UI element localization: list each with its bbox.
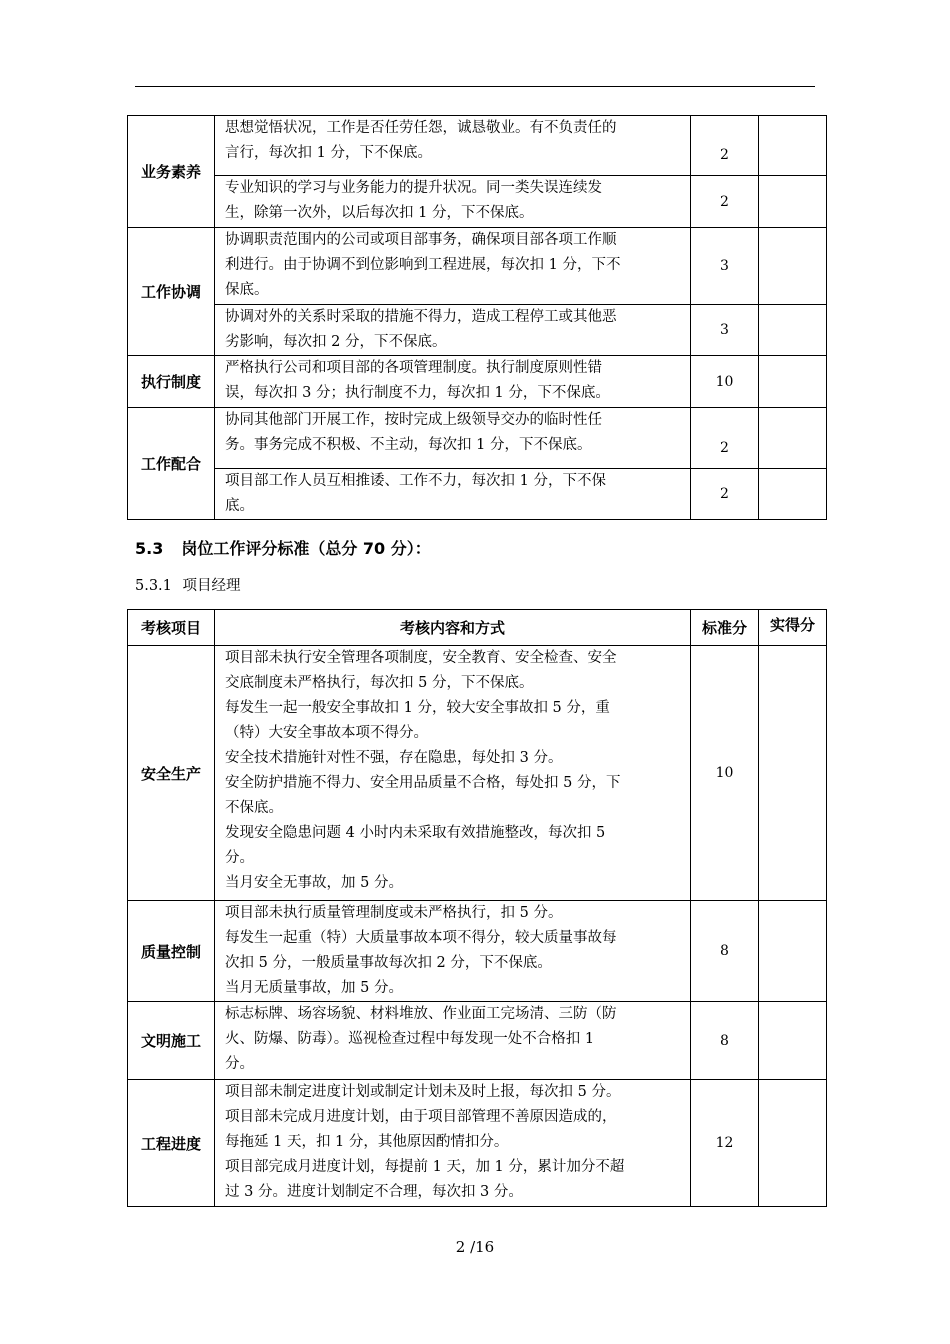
criteria-line: 务。事务完成不积极、不主动，每次扣 1 分，下不保底。 (225, 437, 592, 453)
criteria-line: 生，除第一次外，以后每次扣 1 分，下不保底。 (225, 205, 534, 221)
criteria-line: 不保底。 (225, 800, 283, 816)
section-heading (135, 536, 431, 559)
section-title: 岗位工作评分标准（总分 70 分）： (181, 539, 431, 558)
standard-score-cell: 8 (691, 901, 759, 1002)
category-cell: 执行制度 (128, 356, 215, 408)
criteria-line: 过 3 分。进度计划制定不合理，每次扣 3 分。 (225, 1184, 523, 1200)
actual-score-cell (759, 116, 827, 176)
criteria-line: 火、防爆、防毒）。巡视检查过程中每发现一处不合格扣 1 (225, 1031, 595, 1047)
criteria-line: 项目部未完成月进度计划，由于项目部管理不善原因造成的， (225, 1109, 617, 1125)
criteria-cell (215, 646, 691, 901)
criteria-line: 每发生一起重（特）大质量事故本项不得分，较大质量事故每 (225, 930, 617, 946)
criteria-cell (215, 901, 691, 1002)
criteria-line: 次扣 5 分，一般质量事故每次扣 2 分，下不保底。 (225, 955, 552, 971)
standard-score-cell: 2 (691, 408, 759, 469)
criteria-line: 项目部未执行质量管理制度或未严格执行，扣 5 分。 (225, 905, 563, 921)
table-header-row (128, 610, 827, 646)
criteria-line: 项目部完成月进度计划，每提前 1 天，加 1 分，累计加分不超 (225, 1159, 625, 1175)
criteria-line: 安全技术措施针对性不强，存在隐患，每处扣 3 分。 (225, 750, 563, 766)
criteria-line: 严格执行公司和项目部的各项管理制度。执行制度原则性错 (225, 360, 602, 376)
table-row (128, 116, 827, 176)
criteria-line: 保底。 (225, 282, 269, 298)
criteria-line: 言行，每次扣 1 分，下不保底。 (225, 145, 432, 161)
actual-score-cell (759, 901, 827, 1002)
category-cell: 文明施工 (128, 1002, 215, 1080)
category-cell: 工作配合 (128, 408, 215, 520)
category-cell: 安全生产 (128, 646, 215, 901)
criteria-cell (215, 176, 691, 228)
category-cell: 工作协调 (128, 228, 215, 356)
actual-score-cell (759, 469, 827, 520)
table-row (128, 646, 827, 901)
criteria-line: 项目部工作人员互相推诿、工作不力，每次扣 1 分，下不保 (225, 473, 606, 489)
standard-score-cell: 3 (691, 305, 759, 356)
criteria-line: 协同其他部门开展工作，按时完成上级领导交办的临时性任 (225, 412, 602, 428)
criteria-line: 思想觉悟状况，工作是否任劳任怨，诚恳敬业。有不负责任的 (225, 120, 617, 136)
table-continued (127, 115, 827, 520)
subsection-number: 5.3.1 (135, 578, 172, 594)
actual-score-cell (759, 356, 827, 408)
actual-score-cell (759, 1002, 827, 1080)
table-row (128, 228, 827, 305)
criteria-line: 专业知识的学习与业务能力的提升状况。同一类失误连续发 (225, 180, 602, 196)
criteria-line: 项目部未执行安全管理各项制度，安全教育、安全检查、安全 (225, 650, 617, 666)
criteria-cell (215, 1080, 691, 1207)
standard-score-cell: 2 (691, 176, 759, 228)
table-row (128, 176, 827, 228)
criteria-line: 当月无质量事故，加 5 分。 (225, 980, 403, 996)
category-cell: 工程进度 (128, 1080, 215, 1207)
page-number: 2 /16 (455, 1238, 495, 1256)
criteria-cell (215, 305, 691, 356)
actual-score-cell (759, 408, 827, 469)
criteria-cell (215, 116, 691, 176)
table-row (128, 1002, 827, 1080)
standard-score-cell: 2 (691, 469, 759, 520)
header-category: 考核项目 (128, 610, 215, 646)
table-row (128, 469, 827, 520)
table-row (128, 1080, 827, 1207)
criteria-line: 协调职责范围内的公司或项目部事务，确保项目部各项工作顺 (225, 232, 617, 248)
criteria-line: 协调对外的关系时采取的措施不得力，造成工程停工或其他恶 (225, 309, 617, 325)
criteria-line: 安全防护措施不得力、安全用品质量不合格，每处扣 5 分，下 (225, 775, 621, 791)
criteria-cell (215, 408, 691, 469)
criteria-line: 发现安全隐患问题 4 小时内未采取有效措施整改，每次扣 5 (225, 825, 606, 841)
table-row (128, 305, 827, 356)
header-standard-score: 标准分 (691, 610, 759, 646)
subsection-title: 项目经理 (182, 578, 241, 594)
criteria-line: 底。 (225, 498, 254, 514)
criteria-line: 当月安全无事故，加 5 分。 (225, 875, 403, 891)
actual-score-cell (759, 305, 827, 356)
project-manager-table (127, 609, 827, 1207)
subsection-heading (135, 574, 241, 595)
actual-score-cell (759, 646, 827, 901)
table-row (128, 901, 827, 1002)
criteria-line: 分。 (225, 1056, 254, 1072)
header-actual-score: 实得分 (759, 610, 827, 646)
table-row (128, 356, 827, 408)
criteria-line: 交底制度未严格执行，每次扣 5 分，下不保底。 (225, 675, 534, 691)
standard-score-cell: 12 (691, 1080, 759, 1207)
actual-score-cell (759, 176, 827, 228)
criteria-cell (215, 356, 691, 408)
criteria-line: 利进行。由于协调不到位影响到工程进展，每次扣 1 分，下不 (225, 257, 621, 273)
criteria-line: 标志标牌、场容场貌、材料堆放、作业面工完场清、三防（防 (225, 1006, 617, 1022)
criteria-line: 项目部未制定进度计划或制定计划未及时上报，每次扣 5 分。 (225, 1084, 621, 1100)
category-cell: 质量控制 (128, 901, 215, 1002)
standard-score-cell: 10 (691, 646, 759, 901)
criteria-cell (215, 469, 691, 520)
header-rule (135, 86, 815, 87)
actual-score-cell (759, 1080, 827, 1207)
criteria-line: 分。 (225, 850, 254, 866)
standard-score-cell: 2 (691, 116, 759, 176)
section-number: 5.3 (135, 539, 164, 558)
criteria-line: （特）大安全事故本项不得分。 (225, 725, 428, 741)
standard-score-cell: 3 (691, 228, 759, 305)
criteria-cell (215, 1002, 691, 1080)
criteria-line: 误，每次扣 3 分；执行制度不力，每次扣 1 分，下不保底。 (225, 385, 610, 401)
criteria-line: 劣影响，每次扣 2 分，下不保底。 (225, 334, 447, 350)
criteria-cell (215, 228, 691, 305)
standard-score-cell: 10 (691, 356, 759, 408)
criteria-line: 每发生一起一般安全事故扣 1 分，较大安全事故扣 5 分，重 (225, 700, 610, 716)
standard-score-cell: 8 (691, 1002, 759, 1080)
criteria-line: 每拖延 1 天，扣 1 分，其他原因酌情扣分。 (225, 1134, 509, 1150)
category-cell: 业务素养 (128, 116, 215, 228)
actual-score-cell (759, 228, 827, 305)
table-row (128, 408, 827, 469)
header-content: 考核内容和方式 (215, 610, 691, 646)
